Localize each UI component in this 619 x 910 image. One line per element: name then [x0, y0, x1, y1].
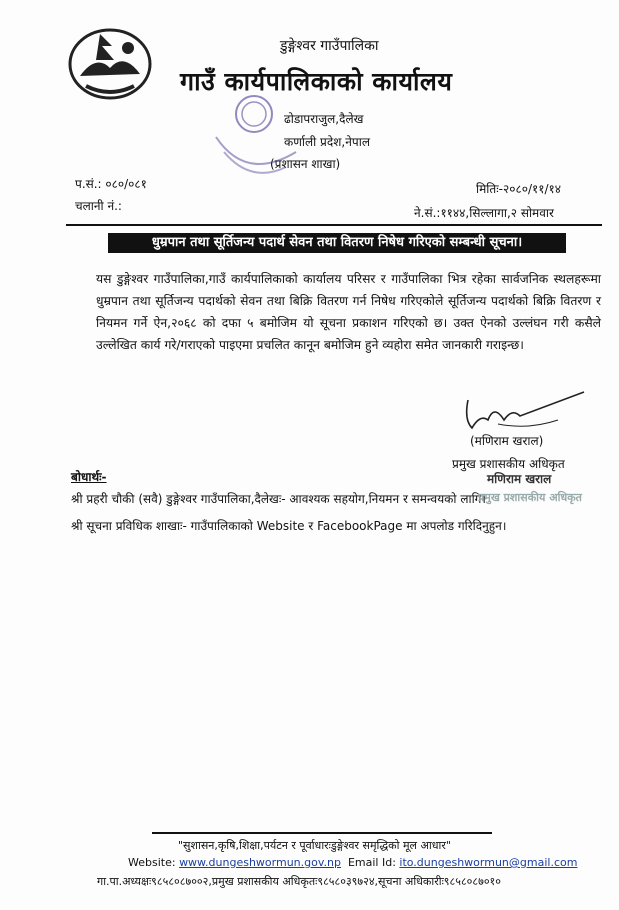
- website-link[interactable]: www.dungeshwormun.gov.np: [179, 856, 341, 869]
- footer-divider: [152, 832, 492, 834]
- office-province: कर्णाली प्रदेश,नेपाल: [284, 135, 370, 149]
- office-title: गाउँ कार्यपालिकाको कार्यालय: [180, 67, 453, 96]
- cc-it-section: श्री सूचना प्रविधिक शाखाः- गाउँपालिकाको Website र FacebookPage मा अपलोड गरिदिनुहुन।: [71, 519, 507, 533]
- letter-date: मितिः-२०८०/११/१४: [476, 182, 561, 196]
- notice-title: धुम्रपान तथा सूर्तिजन्य पदार्थ सेवन तथा वितरण निषेध गरिएको सम्बन्धी सूचना।: [108, 233, 566, 253]
- website-label: Website:: [128, 856, 176, 869]
- notice-body: यस डुङ्गेश्वर गाउँपालिका,गाउँ कार्यपालिकाको कार्यालय परिसर र गाउँपालिका भित्र रहेका सार्वजनिक स्थलहरूमा धुम्रपान तथा सूर्तिजन्य पदार्थको सेवन तथा बिक्रि वितरण गर्न निषेध गरिएकोले सूर्तिजन्य पदार्थको बिक्रि वितरण र नियमन गर्ने ऐन,२०६८ को दफा ५ बमोजिम यो सूचना प्रकाशन गरिएको छ। उक्त ऐनको उल्लंघन गरी कसैले उल्लेखित कार्य गरे/गराएको पाइएमा प्रचलित कानून बमोजिम हुने व्यहोरा समेत जानकारी गराइन्छ।: [96, 272, 601, 352]
- cc-label: बोधार्थः-: [71, 470, 107, 484]
- nepal-era-date: ने.सं.:११४४,सिल्लागा,२ सोमवार: [414, 206, 554, 220]
- cc-police: श्री प्रहरी चौकी (सवै) डुङ्गेश्वर गाउँपालिका,दैलेखः- आवश्यक सहयोग,नियमन र समन्वयको लागि।: [71, 492, 486, 506]
- dispatch-number: चलानी नं.:: [75, 199, 122, 213]
- email-label: Email Id:: [347, 856, 396, 869]
- reference-number: प.सं.: ०८०/०८१: [75, 177, 147, 191]
- footer-contacts: [128, 856, 577, 869]
- signatory-stamp: मणिराम खराल: [487, 472, 552, 486]
- nepal-emblem-icon: [66, 24, 154, 102]
- footer-phones: गा.पा.अध्यक्षः९८५८०८७००२,प्रमुख प्रशासकीय अधिकृतः९८५८०३९७२४,सूचना अधिकारीः९८५८०८७०१०: [97, 875, 501, 888]
- email-link[interactable]: ito.dungeshwormun@gmail.com: [399, 856, 578, 869]
- municipality-name: डुङ्गेश्वर गाउँपालिका: [280, 38, 379, 54]
- office-round-stamp-icon: [206, 92, 316, 187]
- office-address: ढोडापराजुल,दैलेख: [284, 112, 364, 126]
- footer-motto: "सुशासन,कृषि,शिक्षा,पर्यटन र पूर्वाधारःडुङ्गेश्वर समृद्धिको मूल आधार": [178, 839, 451, 852]
- faint-stamp-text: प्रमुख प्रशासकीय अधिकृत: [478, 491, 582, 504]
- office-section: (प्रशासन शाखा): [270, 157, 341, 171]
- header-divider: [66, 224, 602, 226]
- signatory-title: प्रमुख प्रशासकीय अधिकृत: [452, 457, 565, 471]
- signatory-name: (मणिराम खराल): [470, 434, 544, 448]
